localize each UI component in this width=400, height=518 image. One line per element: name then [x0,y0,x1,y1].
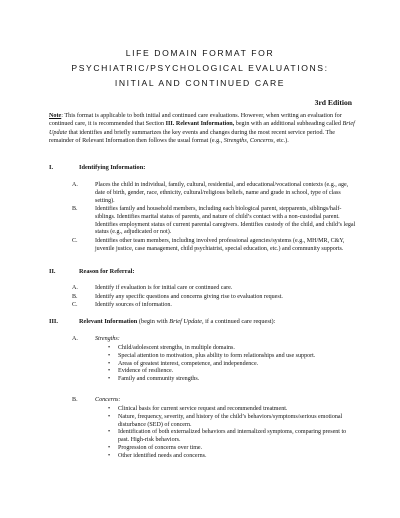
list-item: • Special attention to motivation, plus ability to form relationships and use support. [118,353,358,361]
note-italic-brief: Brief Update [49,121,355,136]
list-item: • Areas of greatest interest, competence, and independence. [118,361,358,369]
item-text: Places the child in individual, family, cultural, residential, and educational/vocational contexts (e.g., age, date of birth, gender, race, ethnicity, cultural/religious beliefs, name and grade in school, type of class setting). [95,182,349,204]
note-text-d: etc.). [274,137,289,144]
document-title-line-1: LIFE DOMAIN FORMAT FOR [125,48,275,58]
section-3-heading: Relevant Information [79,318,138,325]
note-label: Note [49,113,62,119]
item-letter: B. [72,294,78,300]
list-item: • Other identified needs and concerns. [118,453,358,461]
section-3-heading-rest-a: (begin with [137,318,170,325]
section-3-heading-italic: Brief Update, [169,318,204,325]
list-item: • Child/adolescent strengths, in multiple domains. [118,345,358,353]
section-2-heading: Reason for Referral: [79,268,135,275]
item-letter: A. [72,285,78,291]
item-text: Identify sources of information. [95,302,172,308]
section-2-number: II. [49,268,56,275]
strengths-list [118,345,358,384]
section-1-number: I. [49,164,54,171]
document-title-line-3: INITIAL AND CONTINUED CARE [114,78,286,88]
document-title-line-2: PSYCHIATRIC/PSYCHOLOGICAL EVALUATIONS: [71,63,329,73]
item-letter: C. [72,302,78,308]
item-text: Identifies family and household members, including each biological parent, stepparents, siblings/half-siblings. Identifies marital status of parents, and nature of child’s contact with a non-custodial parent. Identifies employment status of current parental caregivers. Identifies custody of the child, and child’s legal status (e.g., adjudicated or not). [95,206,356,236]
list-item: • Nature, frequency, severity, and history of the child’s behaviors/symptoms/serious emotional disturbance (SED) of concern. [118,414,358,430]
item-letter: B. [72,206,78,212]
note-paragraph [49,112,359,145]
item-letter: C. [72,238,78,244]
list-item: • Progression of concerns over time. [118,445,358,453]
subsection-b-letter: B. [72,397,78,403]
section-3-heading-rest-b: if a continued care request): [203,318,276,325]
concerns-heading: Concerns: [95,397,121,403]
list-item: • Identification of both externalized behaviors and internalized symptoms, comparing present to past. High-risk behaviors. [118,429,358,445]
note-bold-section: III. Relevant Information, [165,121,235,128]
note-text-b: begin with an additional subheading called [234,121,343,128]
concerns-list [118,406,358,461]
item-text: Identify any specific questions and concerns giving rise to evaluation request. [95,294,283,300]
section-3-number: III. [49,318,58,325]
list-item: • Clinical basis for current service request and recommended treatment. [118,406,358,414]
list-item: • Family and community strengths. [118,376,358,384]
item-text: Identify if evaluation is for initial care or continued care. [95,285,233,291]
list-item: • Evidence of resilience. [118,368,358,376]
section-1-heading: Identifying Information: [79,164,146,171]
item-text: Identifies other team members, including involved professional agencies/systems (e.g., MH/MR, C&Y, juvenile justice, case management, child psychiatrist, special education, etc.) and community supports. [95,238,345,252]
section-3-heading-line [79,318,275,326]
note-text-c: that identifies and briefly summarizes the key events and changes during the most recent service period. The remainder of Relevant Information then follows the usual format (e.g., [49,129,336,144]
item-letter: A. [72,182,78,188]
note-italic-examples: Strengths, Concerns, [223,137,275,144]
note-text-a: : This format is applicable to both initial and continued care evaluations. However, when writing an evaluation for continued care, it is recommended that Section [49,113,342,128]
subsection-a-letter: A. [72,336,78,342]
edition-label: 3rd Edition [314,98,352,107]
strengths-heading: Strengths: [95,336,120,342]
